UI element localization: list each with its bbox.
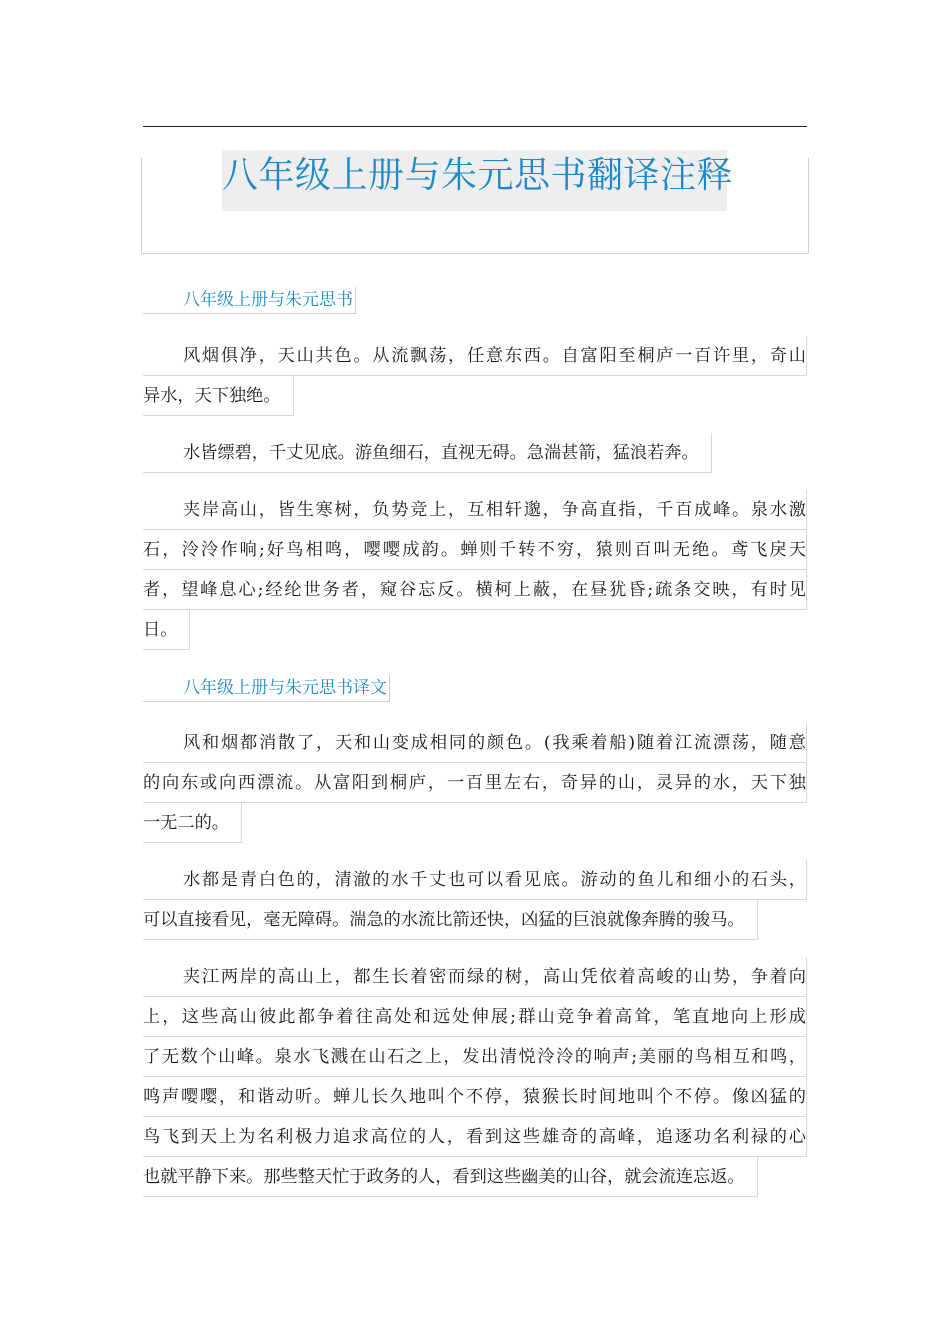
paragraph-line: 鸣声嘤嘤，和谐动听。蝉儿长久地叫个不停，猿猴长时间地叫个不停。像凶猛的 bbox=[143, 1077, 807, 1117]
paragraph-line: 的向东或向西漂流。从富阳到桐庐，一百里左右，奇异的山，灵异的水，天下独 bbox=[143, 763, 807, 803]
paragraph-line: 风烟俱净，天山共色。从流飘荡，任意东西。自富阳至桐庐一百许里，奇山 bbox=[143, 336, 807, 376]
paragraph-original-2 bbox=[143, 433, 807, 488]
paragraph-line: 夹岸高山，皆生寒树，负势竞上，互相轩邈，争高直指，千百成峰。泉水激 bbox=[143, 490, 807, 530]
paragraph-line: 石，泠泠作响;好鸟相鸣，嘤嘤成韵。蝉则千转不穷，猿则百叫无绝。鸢飞戾天 bbox=[143, 530, 807, 570]
paragraph-line: 风和烟都消散了，天和山变成相同的颜色。(我乘着船)随着江流漂荡，随意 bbox=[143, 723, 807, 763]
paragraph-line: 水都是青白色的，清澈的水千丈也可以看见底。游动的鱼儿和细小的石头， bbox=[143, 860, 807, 900]
section-heading-original: 八年级上册与朱元思书 bbox=[143, 287, 356, 314]
paragraph-line: 日。 bbox=[143, 610, 190, 650]
paragraph-line: 水皆缥碧，千丈见底。游鱼细石，直视无碍。急湍甚箭，猛浪若奔。 bbox=[143, 433, 712, 473]
paragraph-line: 夹江两岸的高山上，都生长着密而绿的树，高山凭依着高峻的山势，争着向 bbox=[143, 957, 807, 997]
paragraph-original-1 bbox=[143, 336, 807, 431]
top-rule bbox=[143, 126, 807, 127]
paragraph-line: 一无二的。 bbox=[143, 803, 242, 843]
paragraph-translation-3 bbox=[143, 957, 807, 1212]
paragraph-line: 者，望峰息心;经纶世务者，窥谷忘反。横柯上蔽，在昼犹昏;疏条交映，有时见 bbox=[143, 570, 807, 610]
paragraph-line: 可以直接看见，毫无障碍。湍急的水流比箭还快，凶猛的巨浪就像奔腾的骏马。 bbox=[143, 900, 758, 940]
paragraph-line: 异水，天下独绝。 bbox=[143, 376, 294, 416]
paragraph-line: 鸟飞到天上为名利极力追求高位的人，看到这些雄奇的高峰，追逐功名利禄的心 bbox=[143, 1117, 807, 1157]
paragraph-translation-2 bbox=[143, 860, 807, 955]
document-title: 八年级上册与朱元思书翻译注释 bbox=[222, 150, 727, 211]
paragraph-original-3 bbox=[143, 490, 807, 665]
paragraph-line: 了无数个山峰。泉水飞溅在山石之上，发出清悦泠泠的响声;美丽的鸟相互和鸣， bbox=[143, 1037, 807, 1077]
section-heading-translation: 八年级上册与朱元思书译文 bbox=[143, 675, 390, 702]
paragraph-line: 上，这些高山彼此都争着往高处和远处伸展;群山竞争着高耸，笔直地向上形成 bbox=[143, 997, 807, 1037]
paragraph-line: 也就平静下来。那些整天忙于政务的人，看到这些幽美的山谷，就会流连忘返。 bbox=[143, 1157, 758, 1197]
paragraph-translation-1 bbox=[143, 723, 807, 858]
